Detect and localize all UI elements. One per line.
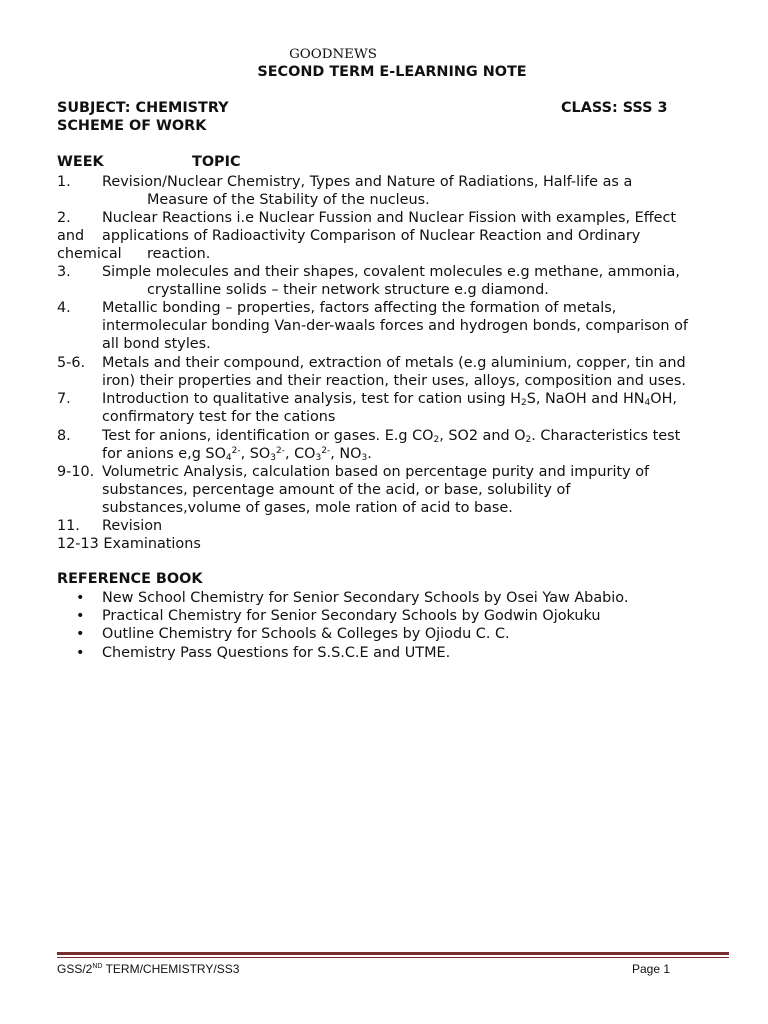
topic-line: Introduction to qualitative analysis, test for cation using $H_2S$, NaOH and $HN_4OH$, xyxy=(102,391,678,408)
topic-line: substances,volume of gases, mole ration of acid to base. xyxy=(102,500,513,516)
topic-line: for anions e,g $SO_4^{2-}$, $SO_3^{2-}$, $CO_3^{2-}$, $NO_3$. xyxy=(102,446,372,463)
scheme-item-week-12-13: 12-13 Examinations xyxy=(57,536,201,552)
document-title: SECOND TERM E-LEARNING NOTE xyxy=(257,64,527,80)
week-number: 4. xyxy=(57,300,71,316)
topic-line: Metallic bonding – properties, factors affecting the formation of metals, xyxy=(102,300,617,316)
topic-line: chemical xyxy=(57,246,122,262)
week-column-heading: WEEK xyxy=(57,154,104,170)
topic-line: Revision xyxy=(102,518,163,534)
bullet-icon: • xyxy=(76,590,85,606)
bullet-icon: • xyxy=(76,645,85,661)
topic-line: Measure of the Stability of the nucleus. xyxy=(147,192,430,208)
topic-line: Simple molecules and their shapes, covalent molecules e.g methane, ammonia, xyxy=(102,264,680,280)
bullet-icon: • xyxy=(76,626,85,642)
topic-line: crystalline solids – their network structure e.g diamond. xyxy=(147,282,549,298)
week-number: 1. xyxy=(57,174,71,190)
bullet-icon: • xyxy=(76,608,85,624)
scheme-heading: SCHEME OF WORK xyxy=(57,118,207,134)
topic-line: Volumetric Analysis, calculation based on percentage purity and impurity of xyxy=(102,464,650,480)
week-number: 2. xyxy=(57,210,71,226)
topic-line: Metals and their compound, extraction of metals (e.g aluminium, copper, tin and xyxy=(102,355,686,371)
topic-line: substances, percentage amount of the acid, or base, solubility of xyxy=(102,482,571,498)
week-number: 3. xyxy=(57,264,71,280)
topic-line: confirmatory test for the cations xyxy=(102,409,336,425)
footer-document-code: GSS/2ND TERM/CHEMISTRY/SS3 xyxy=(57,962,240,976)
topic-line: iron) their properties and their reaction, their uses, alloys, composition and uses. xyxy=(102,373,686,389)
topic-column-heading: TOPIC xyxy=(192,154,241,170)
reference-book: Chemistry Pass Questions for S.S.C.E and UTME. xyxy=(102,645,451,661)
topic-line: applications of Radioactivity Comparison of Nuclear Reaction and Ordinary xyxy=(102,228,641,244)
topic-line: Nuclear Reactions i.e Nuclear Fussion and Nuclear Fission with examples, Effect xyxy=(102,210,677,226)
class-label: CLASS: SSS 3 xyxy=(561,100,668,116)
week-number: 7. xyxy=(57,391,71,407)
week-number: 9-10. xyxy=(57,464,95,480)
school-name: GOODNEWS xyxy=(289,47,377,62)
topic-line: Revision/Nuclear Chemistry, Types and Nature of Radiations, Half-life as a xyxy=(102,174,633,190)
week-number: 5-6. xyxy=(57,355,86,371)
reference-heading: REFERENCE BOOK xyxy=(57,571,203,587)
week-number: 8. xyxy=(57,428,71,444)
topic-line: reaction. xyxy=(147,246,211,262)
subject-label: SUBJECT: CHEMISTRY xyxy=(57,100,229,116)
page-number: Page 1 xyxy=(632,962,671,976)
reference-book: New School Chemistry for Senior Secondary Schools by Osei Yaw Ababio. xyxy=(102,590,629,606)
footer-rule-thin xyxy=(57,957,729,958)
footer-rule-thick xyxy=(57,952,729,955)
topic-line: Test for anions, identification or gases. E.g $CO_2$, SO2 and $O_2$. Characteristics test xyxy=(102,428,681,445)
week-number: 11. xyxy=(57,518,80,534)
reference-book: Outline Chemistry for Schools & Colleges by Ojiodu C. C. xyxy=(102,626,510,642)
reference-book: Practical Chemistry for Senior Secondary Schools by Godwin Ojokuku xyxy=(102,608,601,624)
topic-line: all bond styles. xyxy=(102,336,211,352)
topic-line: intermolecular bonding Van-der-waals forces and hydrogen bonds, comparison of xyxy=(102,318,688,334)
topic-line: and xyxy=(57,228,85,244)
